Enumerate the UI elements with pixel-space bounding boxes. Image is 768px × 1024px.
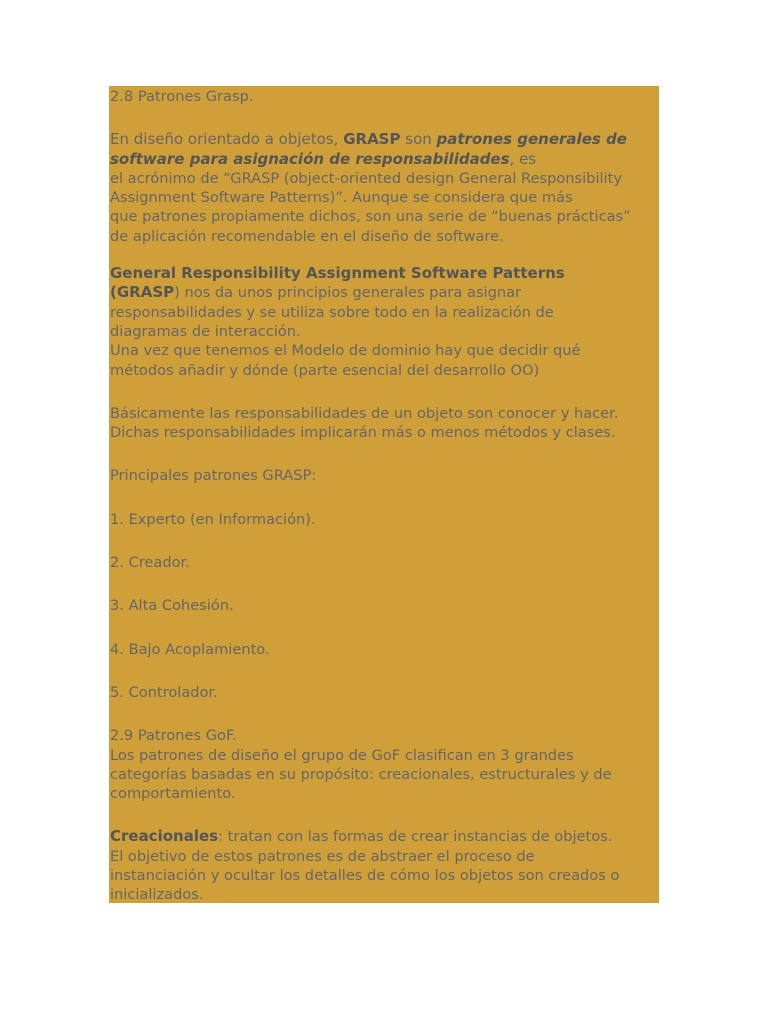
paragraph-responsibilities bbox=[110, 404, 659, 443]
paragraph-grasp-intro bbox=[110, 130, 659, 246]
text-line: Dichas responsabilidades implicarán más o menos métodos y clases. bbox=[110, 424, 616, 442]
text-line: Una vez que tenemos el Modelo de dominio hay que decidir qué bbox=[110, 342, 581, 360]
pattern-list-item: 5. Controlador. bbox=[110, 683, 218, 701]
text-line: el acrónimo de “GRASP (object-oriented design General Responsibility bbox=[110, 169, 622, 187]
text-line: software para asignación de responsabilidades, es bbox=[110, 149, 537, 168]
principal-patterns-heading: Principales patrones GRASP: bbox=[110, 467, 317, 485]
pattern-list-item: 4. Bajo Acoplamiento. bbox=[110, 640, 270, 658]
text-line: de aplicación recomendable en el diseño de software. bbox=[110, 227, 504, 245]
text-line bbox=[110, 264, 659, 283]
bold-text: GRASP bbox=[343, 130, 401, 149]
text-line: Assignment Software Patterns)”. Aunque se considera que más bbox=[110, 189, 573, 207]
paragraph-creacionales bbox=[110, 827, 659, 903]
text-line: diagramas de interacción. bbox=[110, 322, 301, 340]
document-page-block bbox=[109, 86, 659, 903]
pattern-list-item: 3. Alta Cohesión. bbox=[110, 597, 234, 615]
text-line: Los patrones de diseño el grupo de GoF clasifican en 3 grandes bbox=[110, 746, 574, 764]
text-line: Básicamente las responsabilidades de un objeto son conocer y hacer. bbox=[110, 404, 619, 422]
text-line: En diseño orientado a objetos, GRASP son patrones generales de bbox=[110, 130, 627, 149]
paragraph-grasp-definition bbox=[110, 264, 659, 380]
bold-italic-text: software para asignación de responsabilidades bbox=[110, 149, 510, 168]
text-line: (GRASP) nos da unos principios generales para asignar bbox=[110, 283, 522, 302]
bold-text: Creacionales bbox=[110, 827, 219, 846]
text-line: Creacionales: tratan con las formas de crear instancias de objetos. bbox=[110, 827, 613, 846]
section-2-9 bbox=[110, 726, 659, 803]
bold-italic-text: patrones generales de bbox=[436, 130, 627, 149]
section-title-2-8: 2.8 Patrones Grasp. bbox=[110, 88, 254, 105]
pattern-list-item: 2. Creador. bbox=[110, 554, 190, 572]
text-line: métodos añadir y dónde (parte esencial del desarrollo OO) bbox=[110, 361, 540, 379]
pattern-list-item: 1. Experto (en Información). bbox=[110, 510, 316, 528]
text-line: instanciación y ocultar los detalles de cómo los objetos son creados o bbox=[110, 867, 620, 885]
text-line: responsabilidades y se utiliza sobre todo en la realización de bbox=[110, 303, 554, 321]
text-line: El objetivo de estos patrones es de abstraer el proceso de bbox=[110, 847, 535, 865]
text-line: que patrones propiamente dichos, son una serie de “buenas prácticas” bbox=[110, 208, 631, 226]
text-line: comportamiento. bbox=[110, 785, 236, 803]
document-content bbox=[110, 86, 659, 903]
bold-text: (GRASP bbox=[110, 283, 175, 302]
text-line: categorías basadas en su propósito: creacionales, estructurales y de bbox=[110, 765, 612, 783]
text-line: inicializados. bbox=[110, 886, 204, 903]
bold-text: General Responsibility Assignment Software Patterns bbox=[110, 264, 565, 283]
section-title-2-9: 2.9 Patrones GoF. bbox=[110, 727, 237, 745]
